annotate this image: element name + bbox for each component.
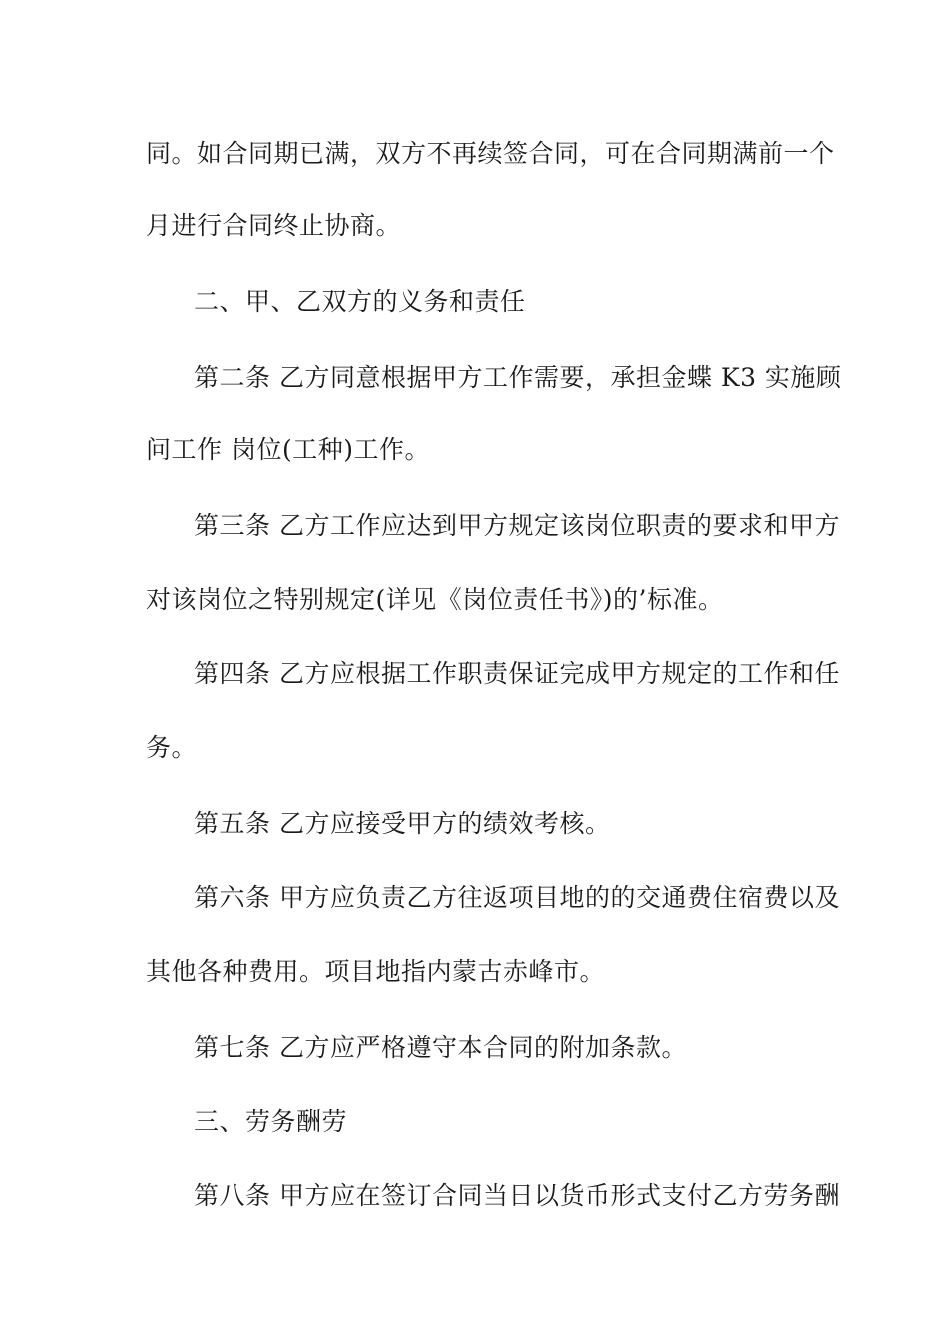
paragraph-line: 月进行合同终止协商。 xyxy=(146,211,402,240)
clause-8-line: 第八条 甲方应在签订合同当日以货币形式支付乙方劳务酬 xyxy=(194,1181,840,1210)
clause-5-line: 第五条 乙方应接受甲方的绩效考核。 xyxy=(194,809,611,838)
section-heading: 三、劳务酬劳 xyxy=(194,1107,348,1136)
clause-3-line: 第三条 乙方工作应达到甲方规定该岗位职责的要求和甲方 xyxy=(194,511,840,540)
clause-4-line: 第四条 乙方应根据工作职责保证完成甲方规定的工作和任 xyxy=(194,659,840,688)
section-heading: 二、甲、乙双方的义务和责任 xyxy=(194,287,526,316)
clause-3-line: 对该岗位之特别规定(详见《岗位责任书》)的’标准。 xyxy=(146,585,724,614)
clause-6-line: 其他各种费用。项目地指内蒙古赤峰市。 xyxy=(146,957,606,986)
clause-2-line: 问工作 岗位(工种)工作。 xyxy=(146,435,430,464)
paragraph-line: 同。如合同期已满，双方不再续签合同，可在合同期满前一个 xyxy=(146,139,835,168)
clause-7-line: 第七条 乙方应严格遵守本合同的附加条款。 xyxy=(194,1033,687,1062)
clause-6-line: 第六条 甲方应负责乙方往返项目地的的交通费住宿费以及 xyxy=(194,883,840,912)
clause-4-line: 务。 xyxy=(146,733,198,762)
clause-2-line: 第二条 乙方同意根据甲方工作需要，承担金蝶 K3 实施顾 xyxy=(194,363,842,392)
